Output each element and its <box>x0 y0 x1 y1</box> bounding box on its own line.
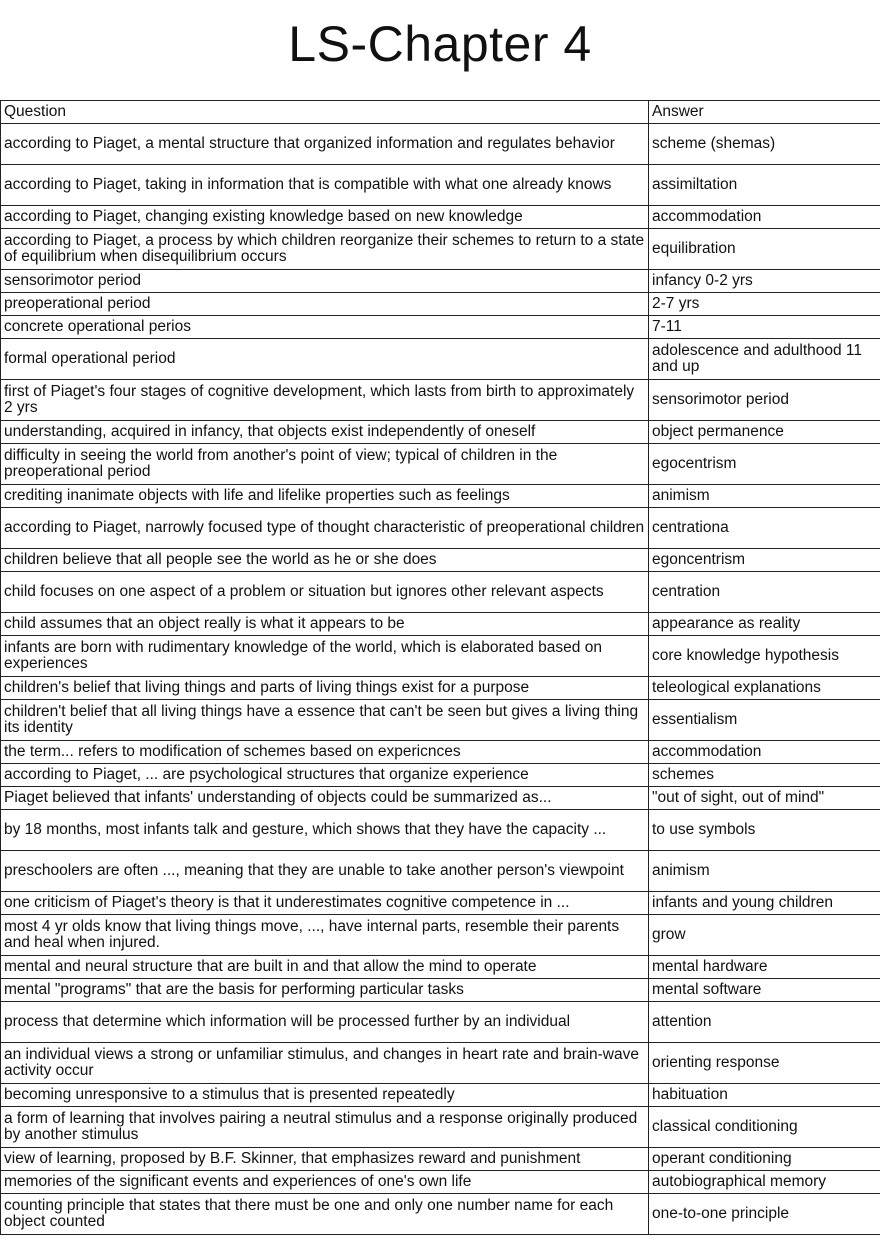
question-cell: according to Piaget, changing existing knowledge based on new knowledge <box>1 206 649 229</box>
question-cell: memories of the significant events and experiences of one's own life <box>1 1171 649 1194</box>
table-row <box>1 206 880 229</box>
answer-cell: infants and young children <box>649 892 880 915</box>
table-row <box>1 165 880 206</box>
table-row <box>1 1002 880 1043</box>
table-row <box>1 270 880 293</box>
question-cell: counting principle that states that there must be one and only one number name for each object counted <box>1 1194 649 1235</box>
table-row <box>1 700 880 741</box>
table-row <box>1 892 880 915</box>
table-row <box>1 316 880 339</box>
answer-cell: one-to-one principle <box>649 1194 880 1235</box>
answer-cell: centration <box>649 572 880 613</box>
qa-table <box>0 100 880 1235</box>
question-cell: Piaget believed that infants' understanding of objects could be summarized as... <box>1 787 649 810</box>
table-row <box>1 380 880 421</box>
question-cell: concrete operational perios <box>1 316 649 339</box>
table-row <box>1 613 880 636</box>
table-row <box>1 1171 880 1194</box>
table-row <box>1 229 880 270</box>
table-row <box>1 1107 880 1148</box>
table-row <box>1 1084 880 1107</box>
table-row <box>1 741 880 764</box>
table-row <box>1 421 880 444</box>
question-cell: mental and neural structure that are built in and that allow the mind to operate <box>1 956 649 979</box>
table-row <box>1 979 880 1002</box>
table-row <box>1 956 880 979</box>
answer-cell: animism <box>649 851 880 892</box>
question-cell: the term... refers to modification of schemes based on expericnces <box>1 741 649 764</box>
question-cell: sensorimotor period <box>1 270 649 293</box>
question-cell: preoperational period <box>1 293 649 316</box>
answer-cell: to use symbols <box>649 810 880 851</box>
table-row <box>1 677 880 700</box>
question-cell: one criticism of Piaget's theory is that it underestimates cognitive competence in ... <box>1 892 649 915</box>
answer-cell: accommodation <box>649 206 880 229</box>
question-cell: according to Piaget, ... are psychological structures that organize experience <box>1 764 649 787</box>
table-row <box>1 485 880 508</box>
answer-cell: autobiographical memory <box>649 1171 880 1194</box>
answer-cell: mental hardware <box>649 956 880 979</box>
answer-cell: assimiltation <box>649 165 880 206</box>
answer-cell: centrationa <box>649 508 880 549</box>
answer-cell: 7-11 <box>649 316 880 339</box>
answer-cell: core knowledge hypothesis <box>649 636 880 677</box>
answer-cell: habituation <box>649 1084 880 1107</box>
question-cell: according to Piaget, taking in information that is compatible with what one already knows <box>1 165 649 206</box>
question-cell: mental "programs" that are the basis for performing particular tasks <box>1 979 649 1002</box>
answer-cell: classical conditioning <box>649 1107 880 1148</box>
table-row <box>1 636 880 677</box>
question-cell: child assumes that an object really is what it appears to be <box>1 613 649 636</box>
question-cell: first of Piaget's four stages of cognitive development, which lasts from birth to approximately 2 yrs <box>1 380 649 421</box>
table-row <box>1 1148 880 1171</box>
table-row <box>1 915 880 956</box>
answer-cell: egocentrism <box>649 444 880 485</box>
question-cell: most 4 yr olds know that living things move, ..., have internal parts, resemble their parents and heal when injured. <box>1 915 649 956</box>
question-cell: by 18 months, most infants talk and gesture, which shows that they have the capacity ... <box>1 810 649 851</box>
table-row <box>1 764 880 787</box>
table-row <box>1 339 880 380</box>
page-title: LS-Chapter 4 <box>288 16 592 72</box>
question-cell: infants are born with rudimentary knowledge of the world, which is elaborated based on experiences <box>1 636 649 677</box>
answer-cell: object permanence <box>649 421 880 444</box>
question-cell: according to Piaget, a mental structure that organized information and regulates behavior <box>1 124 649 165</box>
table-header-row <box>1 101 880 124</box>
answer-cell: equilibration <box>649 229 880 270</box>
answer-cell: animism <box>649 485 880 508</box>
question-cell: formal operational period <box>1 339 649 380</box>
table-row <box>1 787 880 810</box>
answer-cell: 2-7 yrs <box>649 293 880 316</box>
answer-cell: schemes <box>649 764 880 787</box>
question-cell: according to Piaget, a process by which children reorganize their schemes to return to a state of equilibrium when disequilibrium occurs <box>1 229 649 270</box>
answer-cell: accommodation <box>649 741 880 764</box>
question-cell: children't belief that all living things have a essence that can't be seen but gives a living thing its identity <box>1 700 649 741</box>
table-row <box>1 444 880 485</box>
question-cell: understanding, acquired in infancy, that objects exist independently of oneself <box>1 421 649 444</box>
table-row <box>1 549 880 572</box>
answer-cell: grow <box>649 915 880 956</box>
table-row <box>1 1043 880 1084</box>
question-cell: crediting inanimate objects with life and lifelike properties such as feelings <box>1 485 649 508</box>
question-cell: process that determine which information will be processed further by an individual <box>1 1002 649 1043</box>
answer-cell: infancy 0-2 yrs <box>649 270 880 293</box>
question-cell: view of learning, proposed by B.F. Skinner, that emphasizes reward and punishment <box>1 1148 649 1171</box>
question-cell: children's belief that living things and parts of living things exist for a purpose <box>1 677 649 700</box>
question-cell: children believe that all people see the world as he or she does <box>1 549 649 572</box>
question-cell: preschoolers are often ..., meaning that they are unable to take another person's viewpoint <box>1 851 649 892</box>
table-row <box>1 293 880 316</box>
question-column-header: Question <box>1 101 649 124</box>
question-cell: a form of learning that involves pairing a neutral stimulus and a response originally produced by another stimulus <box>1 1107 649 1148</box>
answer-cell: essentialism <box>649 700 880 741</box>
table-row <box>1 572 880 613</box>
answer-cell: adolescence and adulthood 11 and up <box>649 339 880 380</box>
table-row <box>1 810 880 851</box>
question-cell: child focuses on one aspect of a problem or situation but ignores other relevant aspects <box>1 572 649 613</box>
answer-cell: operant conditioning <box>649 1148 880 1171</box>
answer-cell: sensorimotor period <box>649 380 880 421</box>
answer-cell: orienting response <box>649 1043 880 1084</box>
answer-column-header: Answer <box>649 101 880 124</box>
table-row <box>1 1194 880 1235</box>
answer-cell: scheme (shemas) <box>649 124 880 165</box>
table-row <box>1 124 880 165</box>
question-cell: difficulty in seeing the world from another's point of view; typical of children in the preoperational period <box>1 444 649 485</box>
table-row <box>1 508 880 549</box>
table-row <box>1 851 880 892</box>
answer-cell: mental software <box>649 979 880 1002</box>
question-cell: an individual views a strong or unfamiliar stimulus, and changes in heart rate and brain-wave activity occur <box>1 1043 649 1084</box>
answer-cell: egoncentrism <box>649 549 880 572</box>
answer-cell: "out of sight, out of mind" <box>649 787 880 810</box>
answer-cell: appearance as reality <box>649 613 880 636</box>
question-cell: becoming unresponsive to a stimulus that is presented repeatedly <box>1 1084 649 1107</box>
answer-cell: teleological explanations <box>649 677 880 700</box>
answer-cell: attention <box>649 1002 880 1043</box>
question-cell: according to Piaget, narrowly focused type of thought characteristic of preoperational children <box>1 508 649 549</box>
